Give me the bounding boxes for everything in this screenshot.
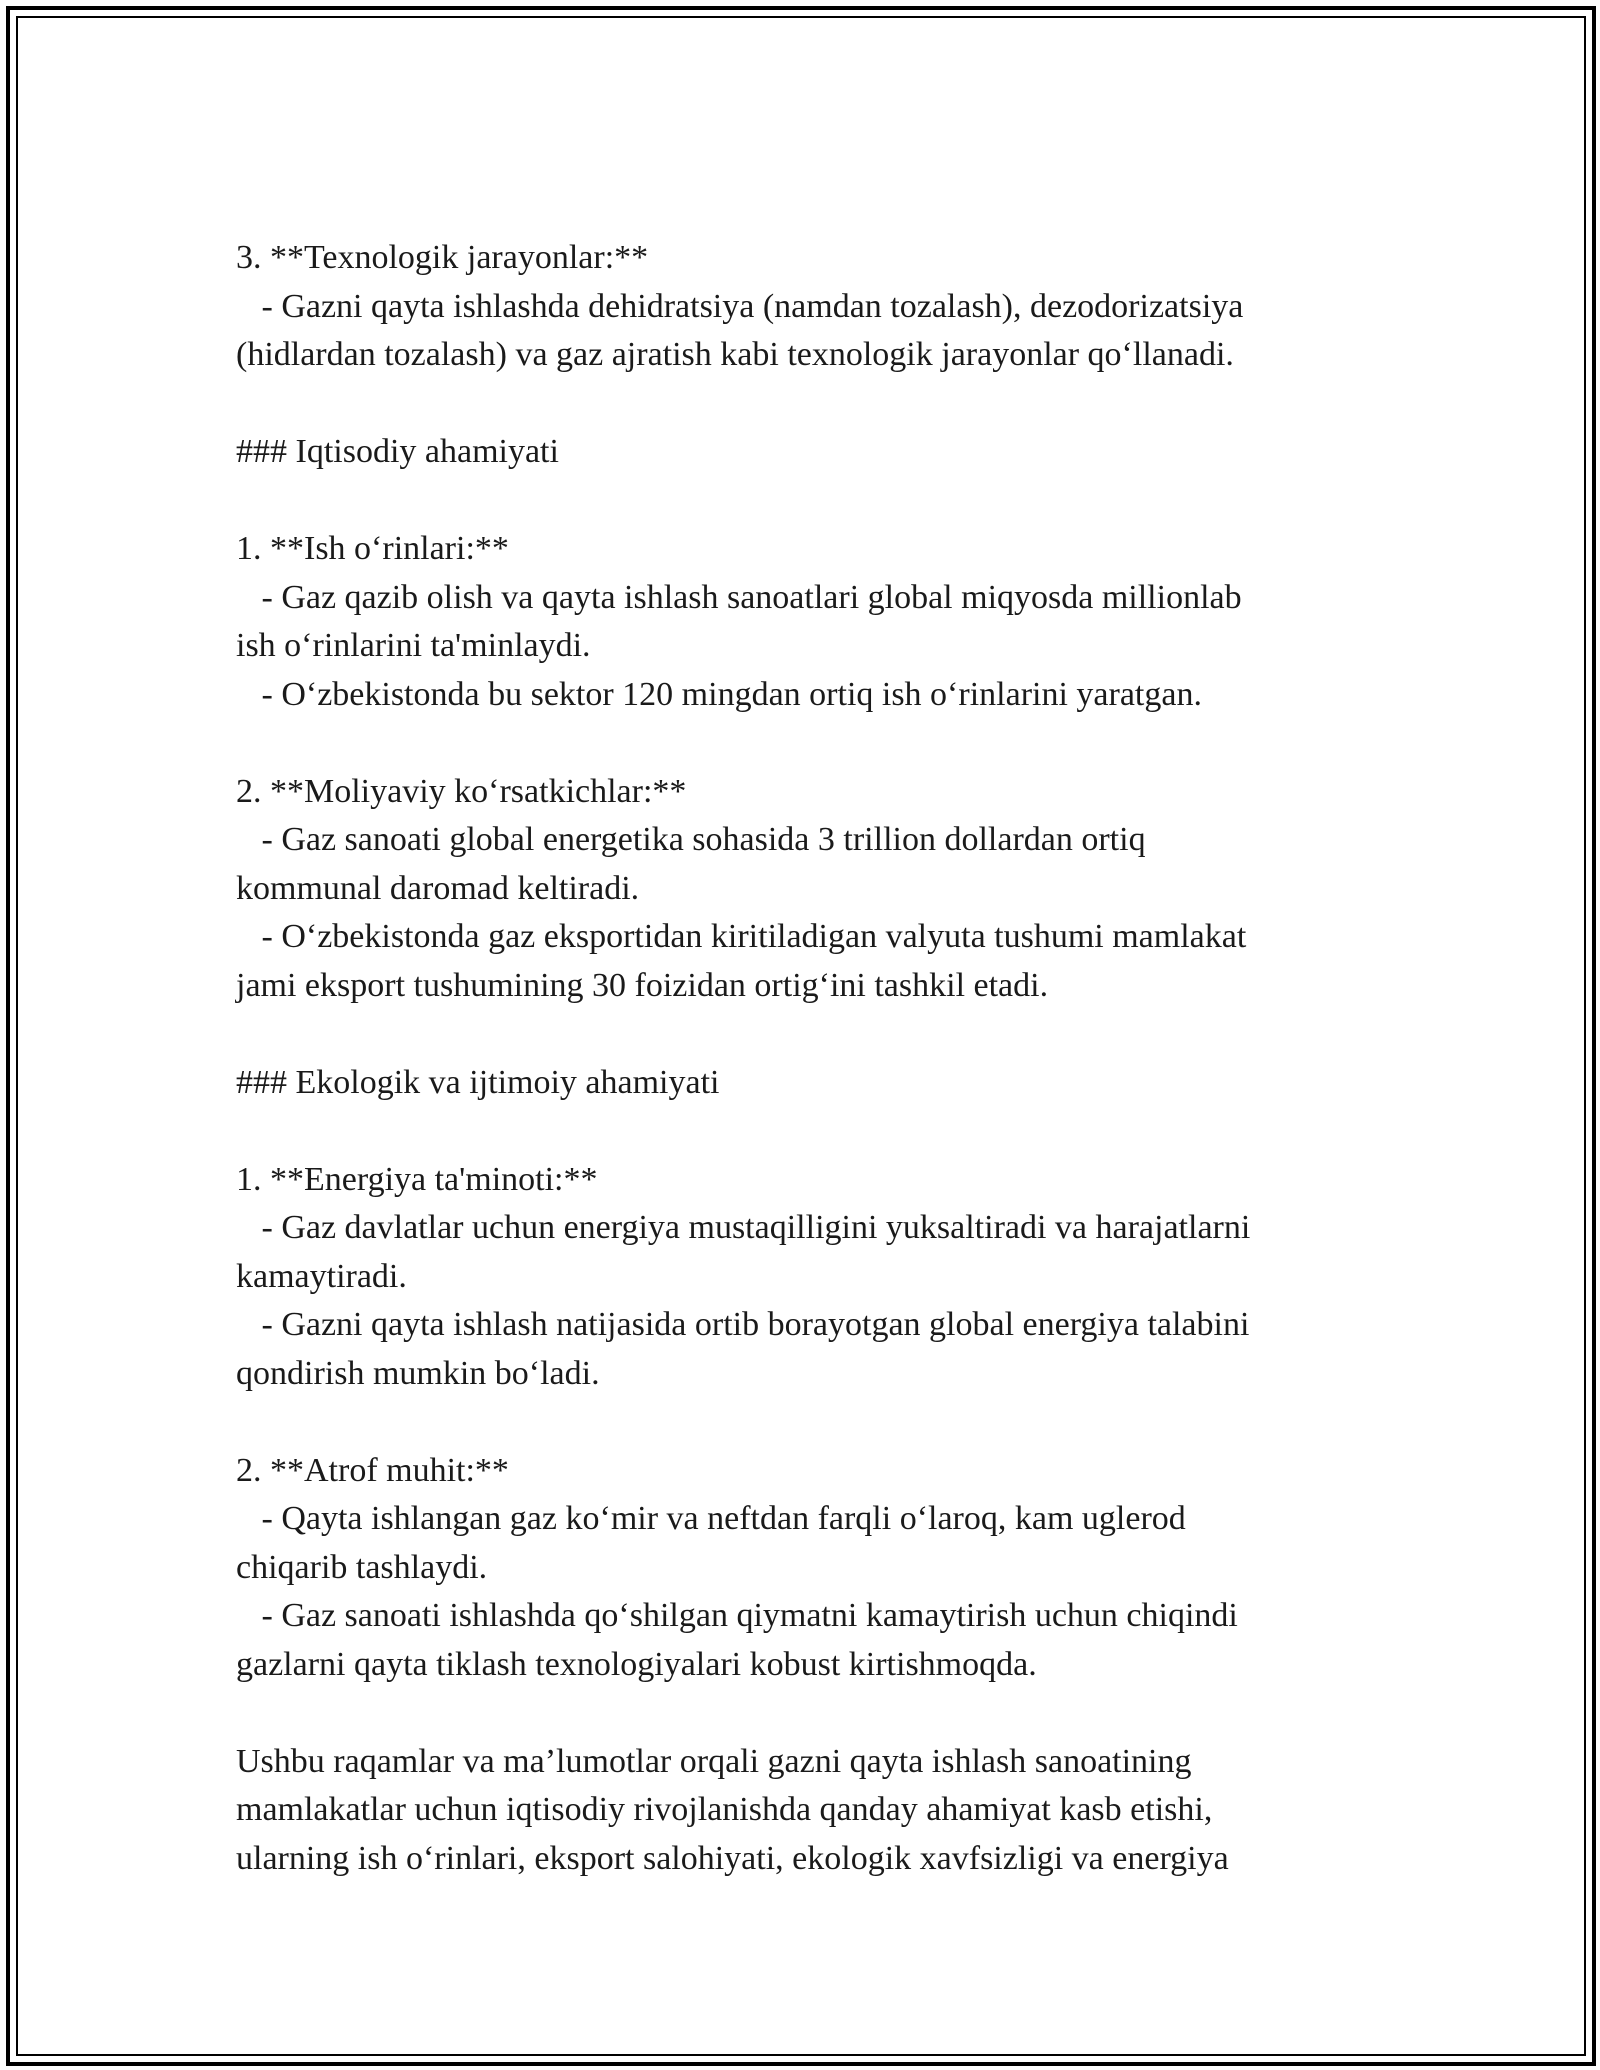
blank-line xyxy=(236,1107,1396,1156)
text-line: kamaytiradi. xyxy=(236,1257,407,1295)
text-line: - O‘zbekistonda bu sektor 120 mingdan ortiq ish o‘rinlarini yaratgan. xyxy=(236,675,1202,713)
text-line: mamlakatlar uchun iqtisodiy rivojlanishda qanday ahamiyat kasb etishi, xyxy=(236,1791,1213,1828)
section-heading: ### Ekologik va ijtimoiy ahamiyati xyxy=(236,1063,720,1101)
text-line: Ushbu raqamlar va ma’lumotlar orqali gazni qayta ishlash sanoatining xyxy=(236,1742,1192,1780)
text-line: chiqarib tashlaydi. xyxy=(236,1548,488,1586)
text-line: - O‘zbekistonda gaz eksportidan kiritiladigan valyuta tushumi mamlakat xyxy=(236,918,1247,955)
text-line: gazlarni qayta tiklash texnologiyalari kobust kirtishmoqda. xyxy=(236,1645,1037,1683)
text-line: 3. **Texnologik jarayonlar:** xyxy=(236,239,649,276)
blank-line xyxy=(236,719,1396,768)
text-line: jami eksport tushumining 30 foizidan ortig‘ini tashkil etadi. xyxy=(236,966,1049,1004)
text-line: 2. **Moliyaviy ko‘rsatkichlar:** xyxy=(236,772,687,810)
text-line: 1. **Energiya ta'minoti:** xyxy=(236,1160,598,1198)
blank-line xyxy=(236,1689,1396,1738)
text-line: - Gazni qayta ishlash natijasida ortib borayotgan global energiya talabini xyxy=(236,1306,1250,1343)
blank-line xyxy=(236,1010,1396,1059)
text-line: - Gaz sanoati ishlashda qo‘shilgan qiymatni kamaytirish uchun chiqindi xyxy=(236,1597,1238,1634)
text-line: qondirish mumkin bo‘ladi. xyxy=(236,1354,600,1392)
text-line: (hidlardan tozalash) va gaz ajratish kabi texnologik jarayonlar qo‘llanadi. xyxy=(236,336,1234,373)
text-line: - Gaz davlatlar uchun energiya mustaqilligini yuksaltiradi va harajatlarni xyxy=(236,1209,1251,1246)
blank-line xyxy=(236,380,1396,429)
document-body xyxy=(236,234,1396,1883)
blank-line xyxy=(236,477,1396,526)
text-line: ish o‘rinlarini ta'minlaydi. xyxy=(236,627,591,664)
text-line: 2. **Atrof muhit:** xyxy=(236,1451,509,1489)
section-heading: ### Iqtisodiy ahamiyati xyxy=(236,433,559,470)
blank-line xyxy=(236,1398,1396,1447)
text-line: kommunal daromad keltiradi. xyxy=(236,869,640,907)
text-line: ularning ish o‘rinlari, eksport salohiyati, ekologik xavfsizligi va energiya xyxy=(236,1839,1229,1877)
text-line: 1. **Ish o‘rinlari:** xyxy=(236,530,509,567)
text-line: - Qayta ishlangan gaz ko‘mir va neftdan farqli o‘laroq, kam uglerod xyxy=(236,1500,1186,1537)
text-line: - Gaz sanoati global energetika sohasida 3 trillion dollardan ortiq xyxy=(236,821,1146,858)
text-line: - Gazni qayta ishlashda dehidratsiya (namdan tozalash), dezodorizatsiya xyxy=(236,287,1244,325)
text-line: - Gaz qazib olish va qayta ishlash sanoatlari global miqyosda millionlab xyxy=(236,578,1242,616)
